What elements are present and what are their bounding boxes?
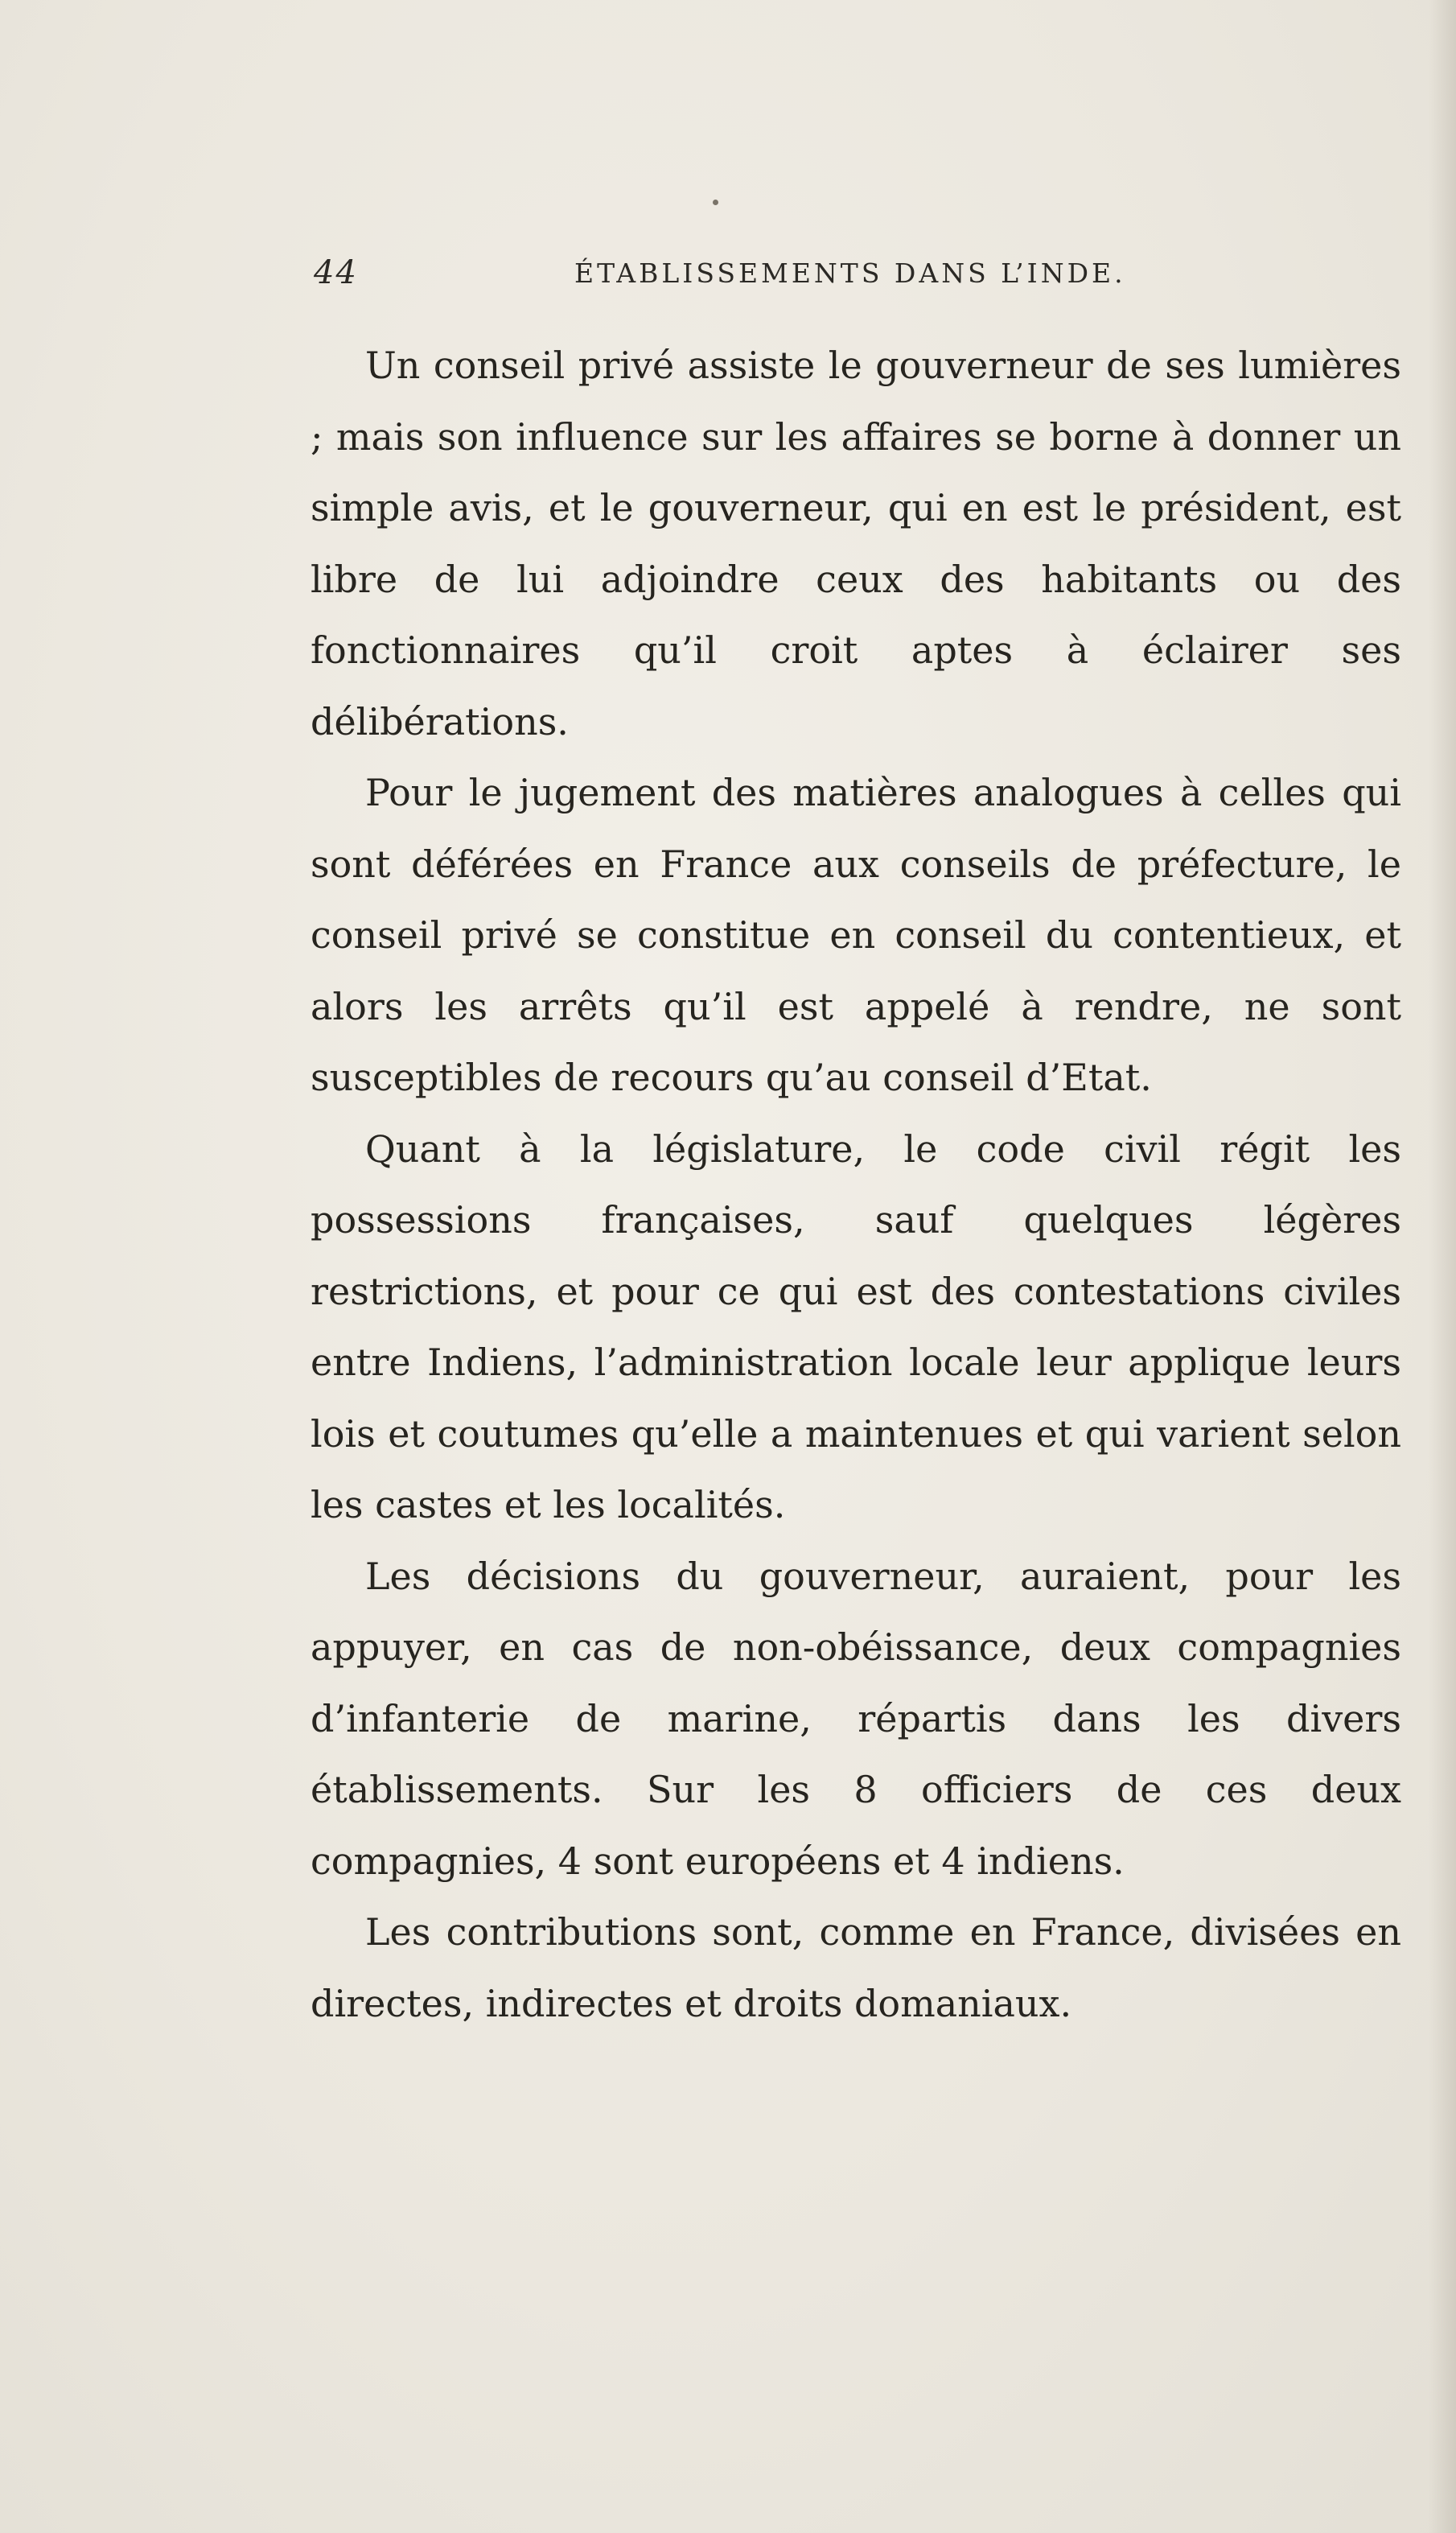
ink-speck [713, 200, 718, 205]
paragraph-contributions: Les contributions sont, comme en France, divisées en directes, indirectes et droits domaniaux. [311, 1910, 1401, 2025]
paragraph-decisions: Les décisions du gouverneur, auraient, pour les appuyer, en cas de non-obéissance, deux compagnies d’infanterie de marine, répartis dans les divers établissements. Sur les 8 officiers de ces deux compagnies, 4 sont européens et 4 indiens. [311, 1554, 1401, 1883]
paragraph-conseil-prive: Un conseil privé assiste le gouverneur de ses lumières ; mais son influence sur les affaires se borne à donner un simple avis, et le gouverneur, qui en est le président, est libre de lui adjoindre ceux des habitants ou des fonctionnaires qu’il croit aptes à éclairer ses délibérations. [311, 344, 1401, 743]
page-number: 44 [314, 254, 358, 291]
page-edge-shadow [1429, 0, 1456, 2533]
running-title: ÉTABLISSEMENTS DANS L’INDE. [574, 257, 1126, 289]
paragraph-legislature: Quant à la législature, le code civil régit les possessions françaises, sauf quelques légères restrictions, et pour ce qui est des contestations civiles entre Indiens, l’administration locale leur applique leurs lois et coutumes qu’elle a maintenues et qui varient selon les castes et les localités. [311, 1126, 1401, 1526]
running-header [314, 254, 1126, 303]
body-text [311, 330, 1401, 2039]
paragraph-contentieux: Pour le jugement des matières analogues à celles qui sont déférées en France aux conseils de préfecture, le conseil privé se constitue en conseil du contentieux, et alors les arrêts qu’il est appelé à rendre, ne sont susceptibles de recours qu’au conseil d’Etat. [311, 771, 1401, 1099]
